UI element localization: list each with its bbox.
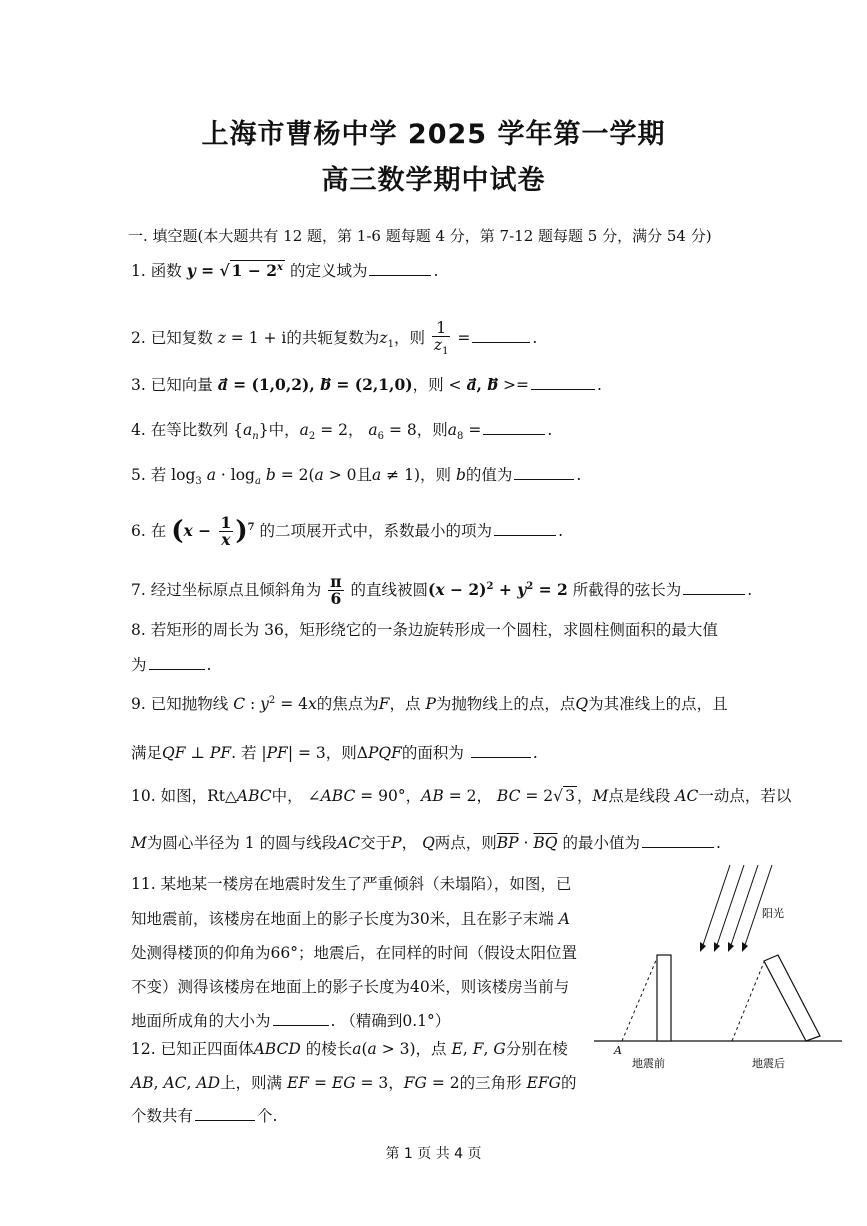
question-12: 12. 已知正四面体ABCD 的棱长a(a > 3)，点 E, F, G分别在棱	[131, 1040, 568, 1058]
question-7: 7. 经过坐标原点且倾斜角为 $\frac{\pi}{6}$ 的直线被圆$(x - 2)^2 + y^2 = 2$ 所截得的弦长为 .	[131, 572, 753, 609]
question-5: 5. 若 $\log_3 a \cdot \log_a b = 2(a > 0$且a ≠ 1)，则 b的值为 .	[131, 466, 582, 488]
question-4: 4. 在等比数列 $\{a_n\}$中，$a_2 = 2$， $a_6 = 8$，则$a_8$ = .	[131, 421, 553, 443]
question-2: 2. 已知复数 z = 1 + i的共轭复数为$z_1$，则 $\frac{1}{z_1}$ = .	[131, 319, 538, 358]
section-heading: 一. 填空题(本大题共有 12 题，第 1-6 题每题 4 分，第 7-12 题每题 5 分，满分 54 分)	[128, 227, 712, 245]
exam-title: 上海市曹杨中学 2025 学年第一学期	[201, 119, 666, 150]
question-12-l2: AB, AC, AD上，则满 EF = EG = 3，FG = 2的三角形 EFG的	[131, 1074, 577, 1092]
question-8: 8. 若矩形的周长为 36，矩形绕它的一条边旋转形成一个圆柱，求圆柱侧面积的最大值	[131, 621, 718, 639]
question-12-l3: 个数共有 个.	[131, 1107, 278, 1125]
point-a-label: A	[614, 1044, 622, 1057]
question-11-l2: 知地震前，该楼房在地面上的影子长度为30米，且在影子末端 A	[131, 910, 570, 928]
question-8-cont: 为 .	[131, 656, 212, 674]
question-3: 3. 已知向量 a⃗ = (1,0,2), b⃗ = (2,1,0)，则 < a⃗, b >= .	[131, 375, 602, 394]
page-footer: 第 1 页 共 4 页	[385, 1146, 482, 1162]
question-9-cont: 满足QF ⊥ PF. 若 |PF| = 3，则ΔPQF的面积为 .	[131, 744, 538, 762]
question-11-l5: 地面所成角的大小为 . （精确到0.1°）	[131, 1012, 451, 1030]
before-label: 地震前	[632, 1057, 665, 1070]
question-11-l3: 处测得楼顶的仰角为66°；地震后，在同样的时间（假设太阳位置	[131, 944, 578, 962]
question-1: 1. 函数 y = √ $1 - 2^x$ 的定义域为 .	[131, 261, 439, 281]
question-10: 10. 如图，Rt△ABC中， ∠ABC = 90°，AB = 2， BC = 2√ 3 ，M点是线段 AC一动点，若以	[131, 787, 792, 805]
question-11-l4: 不变）测得该楼房在地面上的影子长度为40米，则该楼房当前与	[131, 978, 570, 996]
building-shadow-figure	[592, 860, 844, 1080]
question-10-cont: M为圆心半径为 1 的圆与线段AC交于P， Q两点，则$\overline{BP} \cdot \overline{BQ}$ 的最小值为 .	[131, 834, 721, 852]
question-6: 6. 在 (x − $\frac{1}{x}$ )$^7$ 的二项展开式中，系数最小的项为 .	[131, 513, 563, 550]
question-11: 11. 某地某一楼房在地震时发生了严重倾斜（未塌陷），如图，已	[131, 875, 572, 893]
after-label: 地震后	[752, 1057, 785, 1070]
sun-label: 阳光	[762, 907, 784, 920]
question-9: 9. 已知抛物线 C : $y^2 = 4x$的焦点为F，点 P为抛物线上的点，点Q为其准线上的点，且	[131, 695, 728, 714]
exam-subtitle: 高三数学期中试卷	[321, 165, 546, 196]
